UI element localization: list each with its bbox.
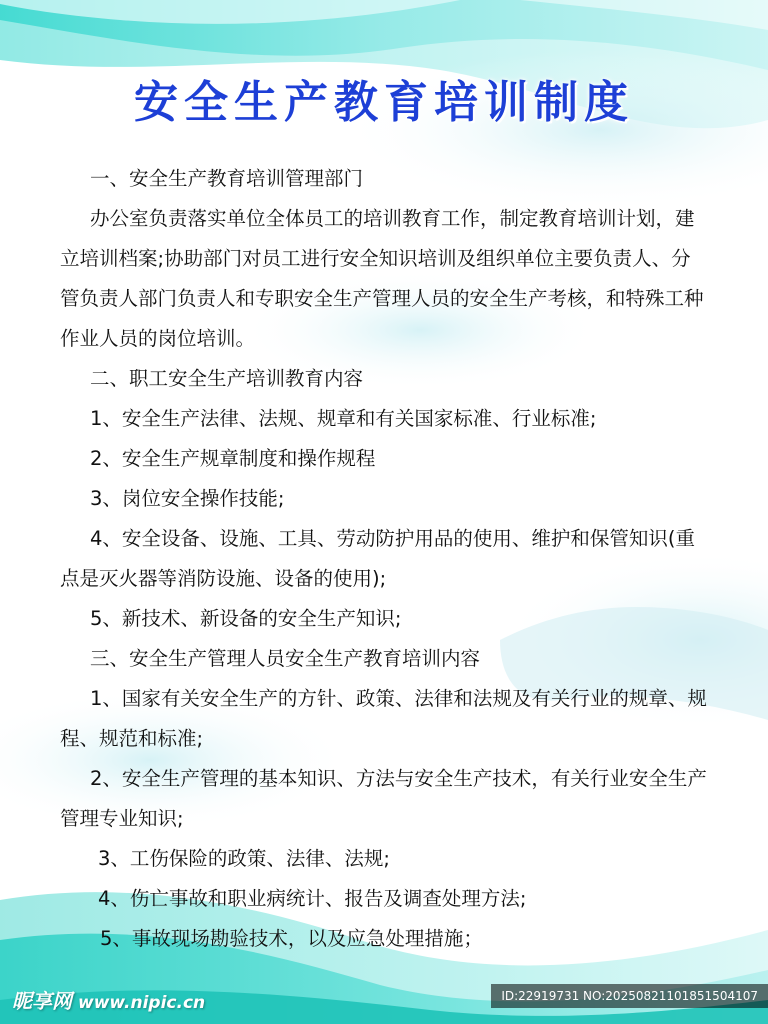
- list-item: 1、国家有关安全生产的方针、政策、法律和法规及有关行业的规章、规程、规范和标准;: [60, 687, 707, 750]
- page-title: 安全生产教育培训制度: [134, 77, 634, 128]
- section-heading: 三、安全生产管理人员安全生产教育培训内容: [90, 647, 481, 670]
- document-body: [60, 159, 710, 959]
- list-item: 3、岗位安全操作技能;: [90, 487, 285, 510]
- watermark-url: www.nipic.cn: [78, 993, 206, 1013]
- watermark-logo: [12, 985, 205, 1014]
- list-item: 5、事故现场勘验技术，以及应急处理措施；: [100, 927, 483, 950]
- section-paragraph: 办公室负责落实单位全体员工的培训教育工作，制定教育培训计划，建立培训档案;协助部门对员工进行安全知识培训及组织单位主要负责人、分管负责人部门负责人和专职安全生产管理人员的安全生产考核，和特殊工种作业人员的岗位培训。: [60, 207, 704, 350]
- watermark-id-badge: ID:22919731 NO:20250821101851504107: [491, 984, 768, 1008]
- watermark-logo-text: 昵享网: [12, 989, 72, 1013]
- list-item: 5、新技术、新设备的安全生产知识;: [90, 607, 402, 630]
- list-item: 4、伤亡事故和职业病统计、报告及调查处理方法;: [98, 887, 527, 910]
- list-item: 3、工伤保险的政策、法律、法规;: [98, 847, 390, 870]
- section-heading: 二、职工安全生产培训教育内容: [90, 367, 364, 390]
- section-heading: 一、安全生产教育培训管理部门: [90, 167, 364, 190]
- list-item: 2、安全生产规章制度和操作规程: [90, 447, 376, 470]
- list-item: 4、安全设备、设施、工具、劳动防护用品的使用、维护和保管知识(重点是灭火器等消防设施、设备的使用);: [60, 527, 696, 590]
- list-item: 1、安全生产法律、法规、规章和有关国家标准、行业标准;: [90, 407, 597, 430]
- list-item: 2、安全生产管理的基本知识、方法与安全生产技术，有关行业安全生产管理专业知识;: [60, 767, 707, 830]
